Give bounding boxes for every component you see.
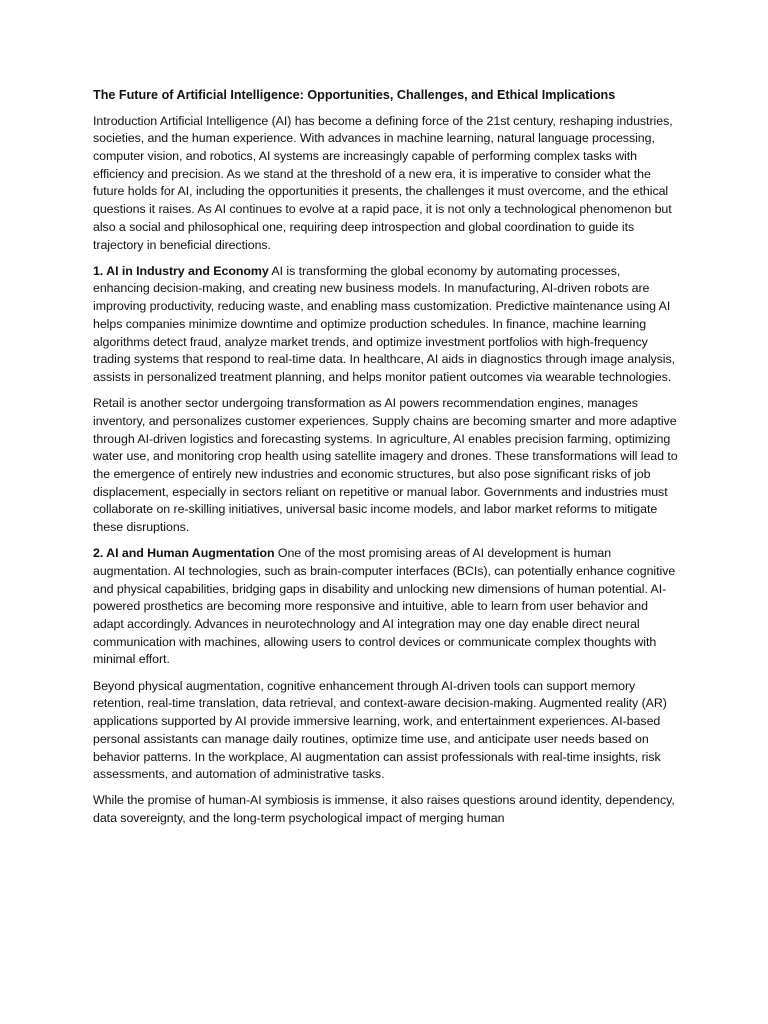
section1-paragraph1	[93, 263, 678, 387]
section1-paragraph2: Retail is another sector undergoing transformation as AI powers recommendation engines, manages inventory, and personalizes customer experiences. Supply chains are becoming smarter and more adaptive through AI-driven logistics and forecasting systems. In agriculture, AI enables precision farming, optimizing water use, and monitoring crop health using satellite imagery and drones. These transformations will lead to the emergence of entirely new industries and economic structures, but also pose significant risks of job displacement, especially in sectors reliant on repetitive or manual labor. Governments and industries must collaborate on re-skilling initiatives, universal basic income models, and labor market reforms to mitigate these disruptions.	[93, 396, 678, 535]
document-page	[93, 87, 678, 836]
section2-paragraph3: While the promise of human-AI symbiosis is immense, it also raises questions around identity, dependency, data sovereignty, and the long-term psychological impact of merging human	[93, 793, 675, 826]
section2-paragraph1	[93, 545, 678, 669]
intro-paragraph: Introduction Artificial Intelligence (AI) has become a defining force of the 21st century, reshaping industries, societies, and the human experience. With advances in machine learning, natural language processing, computer vision, and robotics, AI systems are increasingly capable of performing complex tasks with efficiency and precision. As we stand at the threshold of a new era, it is imperative to consider what the future holds for AI, including the opportunities it presents, the challenges it must overcome, and the ethical questions it raises. As AI continues to evolve at a rapid pace, it is not only a technological phenomenon but also a social and philosophical one, requiring deep introspection and global coordination to guide its trajectory in beneficial directions.	[93, 113, 673, 252]
section2-paragraph2: Beyond physical augmentation, cognitive enhancement through AI-driven tools can support memory retention, real-time translation, data retrieval, and context-aware decision-making. Augmented reality (AR) applications supported by AI provide immersive learning, work, and entertainment experiences. AI-based personal assistants can manage daily routines, optimize time use, and anticipate user needs based on behavior patterns. In the workplace, AI augmentation can assist professionals with real-time insights, risk assessments, and automation of administrative tasks.	[93, 678, 667, 782]
section2-heading: 2. AI and Human Augmentation	[93, 546, 275, 561]
section1-heading: 1. AI in Industry and Economy	[93, 263, 269, 278]
document-title: The Future of Artificial Intelligence: Opportunities, Challenges, and Ethical Implications	[93, 88, 616, 102]
section1-paragraph1-text: AI is transforming the global economy by automating processes, enhancing decision-making, and creating new business models. In manufacturing, AI-driven robots are improving productivity, reducing waste, and enabling mass customization. Predictive maintenance using AI helps companies minimize downtime and optimize production schedules. In finance, machine learning algorithms detect fraud, analyze market trends, and optimize investment portfolios with high-frequency trading systems that respond to real-time data. In healthcare, AI aids in diagnostics through image analysis, assists in personalized treatment planning, and helps monitor patient outcomes via wearable technologies.	[93, 263, 676, 384]
section2-paragraph1-text: One of the most promising areas of AI development is human augmentation. AI technologies, such as brain-computer interfaces (BCIs), can potentially enhance cognitive and physical capabilities, bridging gaps in disability and unlocking new dimensions of human potential. AI-powered prosthetics are becoming more responsive and intuitive, able to learn from user behavior and adapt accordingly. Advances in neurotechnology and AI integration may one day enable direct neural communication with machines, allowing users to control devices or communicate complex thoughts with minimal effort.	[93, 546, 676, 667]
